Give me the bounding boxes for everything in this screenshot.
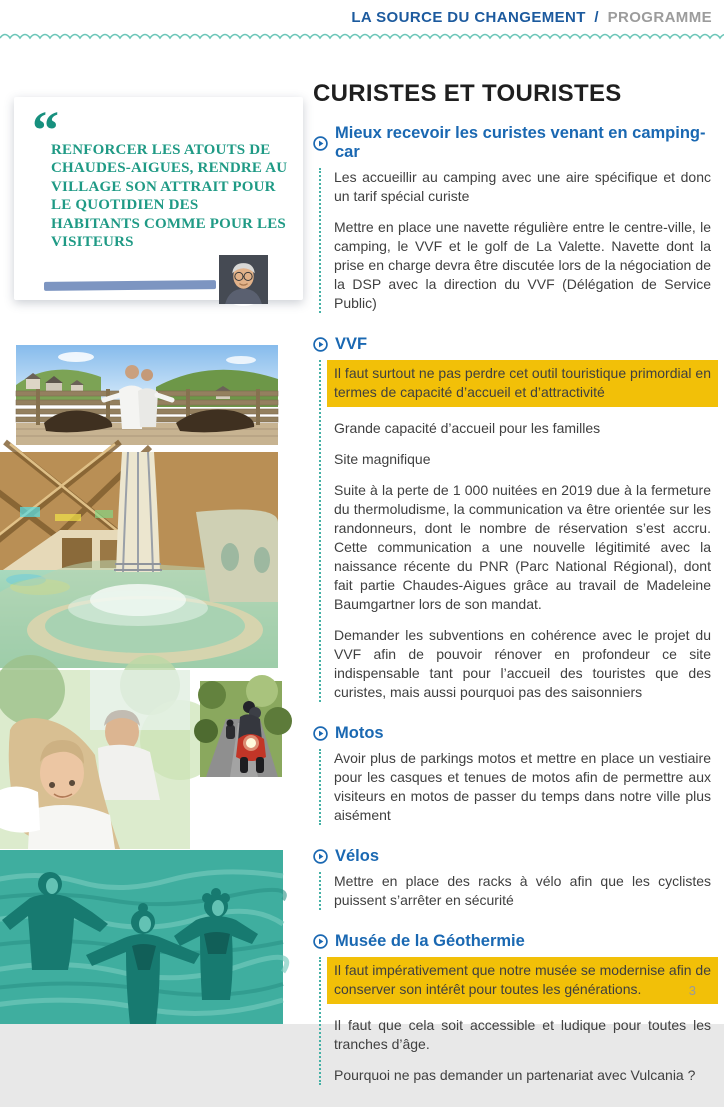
header-separator: / xyxy=(594,9,599,26)
photo-relaxing-couple xyxy=(0,670,190,849)
paragraph: Pourquoi ne pas demander un partenariat avec Vulcania ? xyxy=(334,1067,696,1083)
portrait-illustration xyxy=(219,255,268,304)
section-body xyxy=(319,360,711,702)
section-body xyxy=(319,168,711,313)
paragraph: Demander les subventions en cohérence avec le projet du VVF afin de pouvoir rénover en profondeur ce site indispensable tant pour l’accueil des touristes que des curistes, mais aussi pourquoi pas des saisonniers xyxy=(334,627,711,700)
brand-title: LA SOURCE DU CHANGEMENT xyxy=(351,9,586,26)
portrait xyxy=(219,255,268,304)
section-camping-car xyxy=(313,124,711,313)
section-title: VVF xyxy=(335,335,368,353)
section-heading xyxy=(313,124,711,162)
opening-quote-icon: “ xyxy=(32,100,59,160)
paragraph: Site magnifique xyxy=(334,451,431,467)
section-title: Musée de la Géothermie xyxy=(335,932,525,950)
section-musee-geothermie xyxy=(313,932,711,1085)
paragraph: Mettre en place des racks à vélo afin que les cyclistes puissent s’arrêter en sécurité xyxy=(334,873,711,908)
paragraph: Avoir plus de parkings motos et mettre en place un vestiaire pour les casques et tenues de motos afin de permettre aux visiteurs en motos de passer du temps dans notre ville plus aisément xyxy=(334,750,711,823)
section-title: Vélos xyxy=(335,847,380,865)
quote-card xyxy=(14,97,303,300)
paragraph: Grande capacité d’accueil pour les familles xyxy=(334,420,601,436)
wavy-divider xyxy=(0,30,724,42)
section-velos xyxy=(313,847,711,910)
play-circle-icon xyxy=(313,726,328,741)
paragraph: Les accueillir au camping avec une aire spécifique et donc un tarif spécial curiste xyxy=(334,169,711,204)
section-heading xyxy=(313,335,711,354)
brush-underline xyxy=(44,280,216,291)
play-circle-icon xyxy=(313,337,328,352)
page-number: 3 xyxy=(688,983,696,998)
section-motos xyxy=(313,724,711,825)
section-heading xyxy=(313,932,711,951)
section-heading xyxy=(313,847,711,866)
page-title: CURISTES ET TOURISTES xyxy=(313,80,622,107)
section-heading xyxy=(313,724,711,743)
highlighted-paragraph: Il faut surtout ne pas perdre cet outil touristique primordial en termes de capacité d’accueil et d’attractivité xyxy=(327,360,718,407)
page-header xyxy=(351,9,712,26)
play-circle-icon xyxy=(313,849,328,864)
photo-motorcyclists xyxy=(200,681,282,777)
section-body xyxy=(319,749,711,825)
header-section-label: PROGRAMME xyxy=(607,9,712,26)
main-column xyxy=(313,80,711,1107)
highlighted-paragraph: Il faut impérativement que notre musée se modernise afin de conserver son intérêt pour toutes les générations. xyxy=(327,957,718,1004)
photo-thermal-terrace xyxy=(16,345,278,445)
section-body xyxy=(319,957,711,1085)
section-vvf xyxy=(313,335,711,702)
section-title: Mieux recevoir les curistes venant en camping-car xyxy=(335,124,706,161)
quote-text: RENFORCER LES ATOUTS DE CHAUDES-AIGUES, RENDRE AU VILLAGE SON ATTRAIT POUR LE QUOTIDIEN DES HABITANTS COMME POUR LES VISITEURS xyxy=(51,142,288,251)
section-body xyxy=(319,872,711,910)
paragraph: Mettre en place une navette régulière entre le centre-ville, le camping, le VVF et le golf de La Valette. Navette dont la prise en charge devra être discutée lors de la négociation de la DSP avec la direction du VVF (Délégation de Service Public) xyxy=(334,219,711,311)
paragraph: Il faut que cela soit accessible et ludique pour toutes les tranches d’âge. xyxy=(334,1017,711,1052)
photo-aqua-gym xyxy=(0,850,283,1024)
play-circle-icon xyxy=(313,136,328,151)
play-circle-icon xyxy=(313,934,328,949)
section-title: Motos xyxy=(335,724,384,742)
photo-thermal-pool xyxy=(0,452,278,668)
paragraph: Suite à la perte de 1 000 nuitées en 2019 due à la fermeture du thermoludisme, la communication va être orientée sur les randonneurs, dont le nombre de réservation s’est accru. Cette communication a une nouvelle légitimité avec la naissance récente du PNR (Parc National Régional), dont fait partie Chaudes-Aigues grâce au travail de Madeleine Baumgartner lors de son mandat. xyxy=(334,482,711,612)
